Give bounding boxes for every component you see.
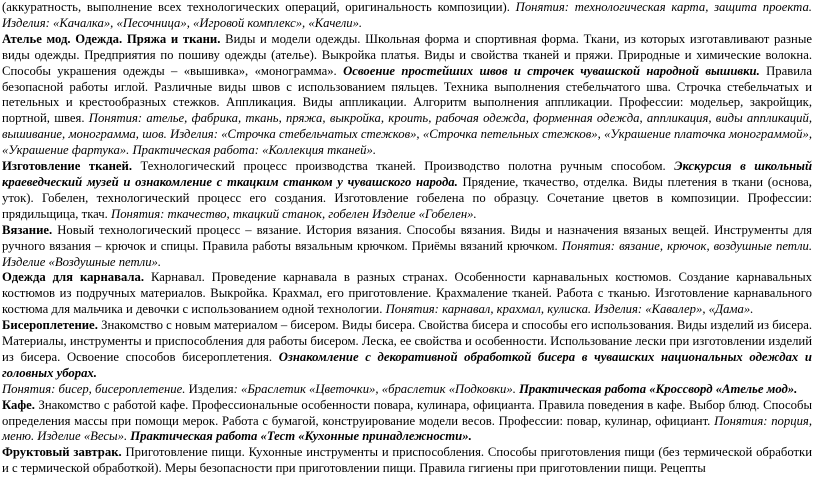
text-run: Карнавал. Проведение карнавала в разных странах. Особенности карнавальных костюмов. Создание карнавальных костюмов из подручных материалов. Выкройка. Крахмал, его приготовление. Крахмаление тканей. Работа с тканью. Изготовление карнавального костюма для мальчика и девочки с использованием одной технологии. xyxy=(2,270,812,317)
text-run: Одежда для карнавала. xyxy=(2,270,145,285)
paragraph xyxy=(2,382,812,398)
text-run: Знакомство с работой кафе. Профессиональные особенности повара, кулинара, официанта. Правила поведения в кафе. Выбор блюд. Способы определения массы при помощи мерок. Работа с бумагой, конструирование модели весов. Профессии: повар, кулинар, официант. xyxy=(2,397,812,428)
paragraph xyxy=(2,0,812,32)
text-run: Виды и модели одежды. Школьная форма и спортивная форма. Ткани, из которых изготавливают разные виды одежды. Предприятия по пошиву одежды (ателье). Выкройка платья. Виды и свойства тканей и пряжи. Природные и химические волокна. Способы украшения одежды – «вышивка», «монограмма». xyxy=(2,31,812,78)
text-run: Понятия: порция, меню. Изделие «Весы». xyxy=(2,413,812,444)
text-run: Технологический процесс производства тканей. Производство полотна ручным способом. xyxy=(132,159,675,174)
paragraph xyxy=(2,445,812,477)
text-run: Новый технологический процесс – вязание. История вязания. Способы вязания. Виды и назначения вязаных вещей. Инструменты для ручного вязания – крючок и спицы. Правила работы вязальным крючком. Приёмы вязаний крючком. xyxy=(2,222,812,253)
text-run: Фруктовый завтрак. xyxy=(2,445,122,460)
text-run: Изделия xyxy=(188,381,234,396)
text-run: Вязание. xyxy=(2,222,53,237)
paragraph xyxy=(2,32,812,159)
text-run: Бисероплетение. xyxy=(2,318,98,333)
text-run: Понятия: вязание, крючок, воздушные петли. Изделие «Воздушные петли». xyxy=(2,238,813,269)
text-run: : «Браслетик «Цветочки», «браслетик «Подковки». xyxy=(233,381,520,396)
text-run: Практическая работа «Кроссворд «Ателье мод». xyxy=(519,381,798,396)
text-run: Освоение простейших швов и строчек чувашской народной вышивки. xyxy=(343,63,760,78)
paragraph xyxy=(2,159,812,223)
text-run: Знакомство с новым материалом – бисером. Виды бисера. Свойства бисера и способы его использования. Виды изделий из бисера. Материалы, инструменты и приспособления для работы бисером. Леска, ее свойства и особенности. Использование лески при изготовлении изделий из бисера. Освоение способов бисероплетения. xyxy=(2,318,812,364)
paragraph xyxy=(2,223,812,271)
text-run: Ознакомление с декоративной обработкой бисера в чувашских национальных одеждах и головных уборах. xyxy=(2,349,812,380)
paragraph xyxy=(2,398,812,446)
text-run: Правила безопасной работы иглой. Различные виды швов с использованием пяльцев. Техника выполнения стебельчатого шва. Строчка стебельчатых и петельных и крестообразных стежков. Аппликация. Виды аппликации. Алгоритм выполнения аппликации. Профессии: модельер, закройщик, портной, швея. xyxy=(2,63,812,126)
paragraph xyxy=(2,318,812,382)
text-run: Практическая работа «Тест «Кухонные принадлежности». xyxy=(130,429,472,444)
text-run: Прядение, ткачество, отделка. Виды плетения в ткани (основа, уток). Гобелен, технологический процесс его создания. Изготовление гобелена по образцу. Сочетание цветов в композиции. Профессии: прядильщица, ткач. xyxy=(2,174,812,221)
text-run: Понятия: технологическая карта, защита проекта. Изделия: «Качалка», «Песочница», «Игровой комплекс», «Качели». xyxy=(2,0,812,30)
text-run: Кафе. xyxy=(2,397,35,412)
text-run: Ателье мод. Одежда. Пряжа и ткани. xyxy=(2,31,221,46)
text-run: Понятия: ателье, фабрика, ткань, пряжа, выкройка, кроить, рабочая одежда, форменная одежда, аппликация, виды аппликаций, вышивание, монограмма, шов. Изделия: «Строчка стебельчатых стежков», «Строчка петельных стежков», «Украшение платочка монограммой», «Украшение фартука». Практическая работа: «Коллекция тканей». xyxy=(2,111,812,158)
text-run: Изготовление тканей. xyxy=(2,159,133,174)
text-run: Понятия: бисер, бисероплетение. xyxy=(2,381,189,396)
text-run: Понятия: ткачество, ткацкий станок, гобелен Изделие «Гобелен». xyxy=(111,206,477,221)
text-run: (аккуратность, выполнение всех технологических операций, оригинальность композиции). xyxy=(2,0,516,14)
text-run: Понятия: карнавал, крахмал, кулиска. Изделия: «Кавалер», «Дама». xyxy=(385,302,754,317)
text-run: Приготовление пищи. Кухонные инструменты и приспособления. Способы приготовления пищи (без термической обработки и с термической обработкой). Меры безопасности при приготовлении пищи. Правила гигиены при приготовлении пищи. Рецепты xyxy=(2,445,812,476)
paragraph xyxy=(2,270,812,318)
text-run: Экскурсия в школьный краеведческий музей и ознакомление с ткацким станком у чувашского народа. xyxy=(2,159,813,189)
